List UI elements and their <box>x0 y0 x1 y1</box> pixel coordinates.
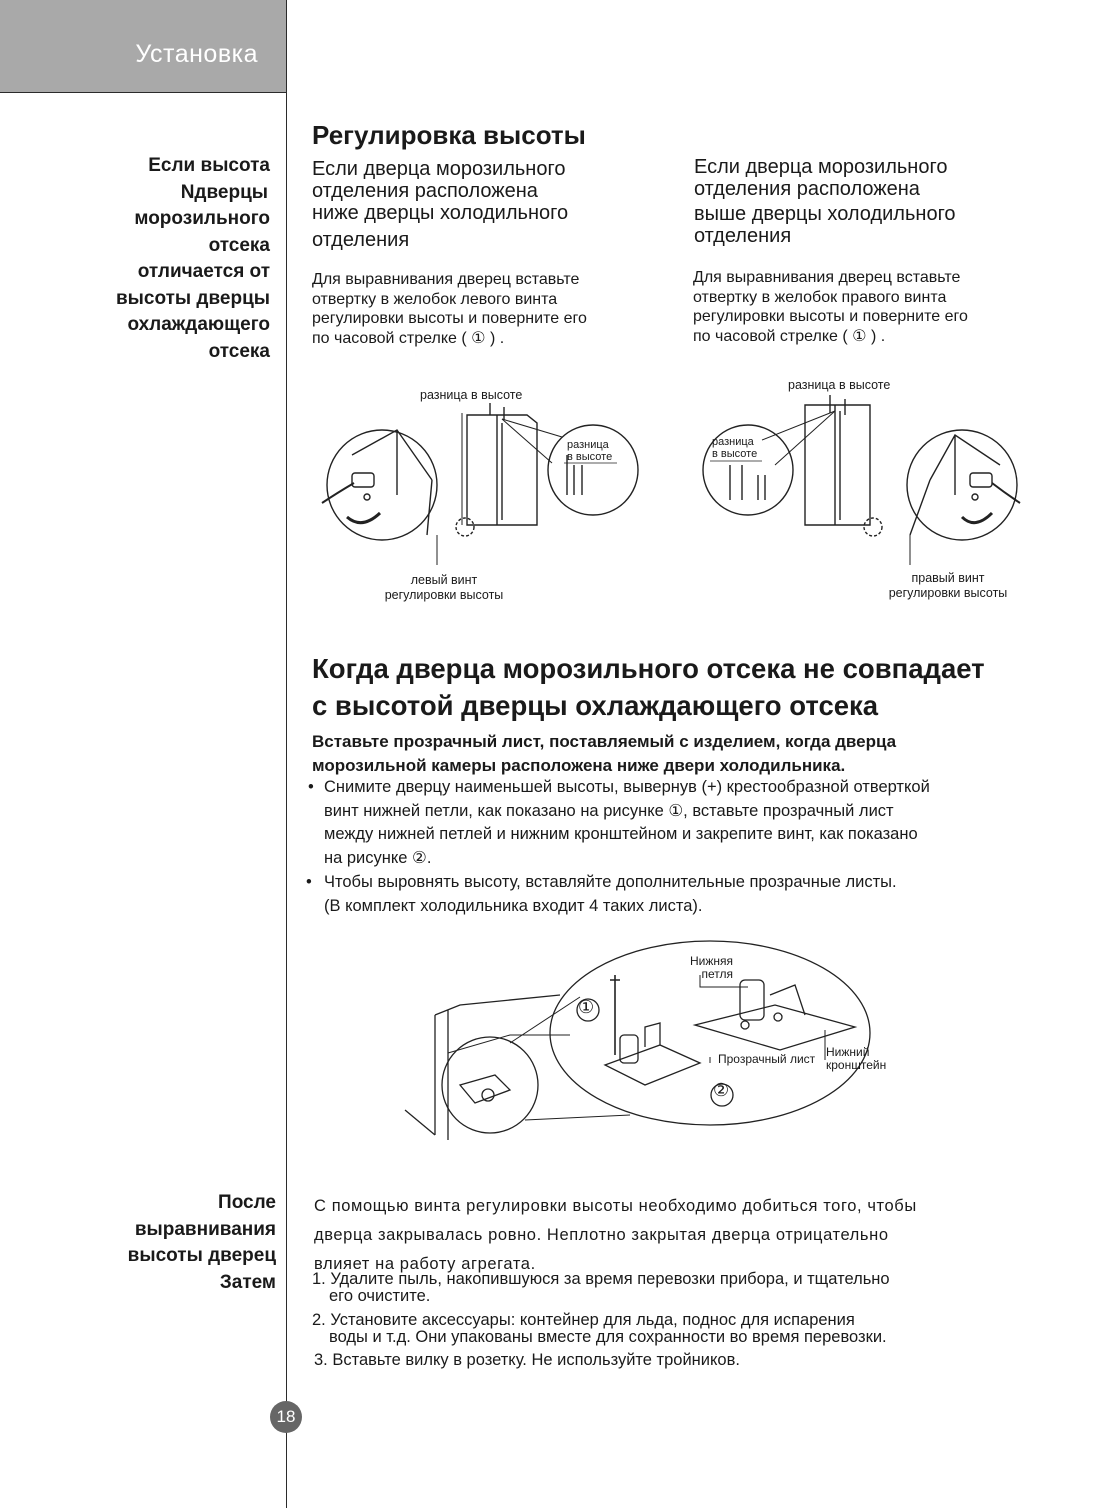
bullet-line: между нижней петлей и нижним кронштейном и закрепите винт, как показано <box>324 825 918 843</box>
caption-line: левый винт <box>410 573 478 587</box>
label-line: петля <box>701 967 733 981</box>
after-item-2 <box>312 1312 1032 1346</box>
left-fig-top-label: разница в высоте <box>420 388 523 402</box>
bullet-dot: • <box>308 778 314 796</box>
sidebar-heading-after <box>0 1190 276 1296</box>
page-number: 18 <box>270 1401 302 1433</box>
bullet-dot: • <box>306 873 312 891</box>
label-line: Нижний <box>826 1045 870 1059</box>
subtitle-line: отделения расположена <box>694 178 920 200</box>
section-title: Установка <box>135 40 258 68</box>
label-line: кронштейн <box>826 1058 887 1072</box>
left-subtitle <box>312 158 652 251</box>
mismatch-intro <box>312 730 1072 778</box>
item-line: 2. Установите аксессуары: контейнер для льда, поднос для испарения <box>312 1311 855 1329</box>
caption-line: правый винт <box>911 571 985 585</box>
item-line: его очистите. <box>329 1287 431 1305</box>
text-line: регулировки высоты и поверните его <box>312 310 587 327</box>
lower-hinge-label <box>683 955 733 981</box>
left-fig-bubble-label <box>567 439 612 463</box>
bullet-line: (В комплект холодильника входит 4 таких листа). <box>324 896 703 915</box>
sidebar-line: охлаждающего <box>127 314 270 335</box>
hinge-step-2: ② <box>713 1080 730 1100</box>
sidebar-line: отсека <box>208 234 270 256</box>
mismatch-title <box>312 650 1102 724</box>
sidebar-heading-height <box>0 153 270 365</box>
sidebar-line: Если высота <box>148 155 270 176</box>
bubble-line: разница <box>712 436 754 448</box>
item-line: 1. Удалите пыль, накопившуюся за время перевозки прибора, и тщательно <box>312 1270 890 1288</box>
bullet-line: на рисунке ②. <box>324 848 432 867</box>
subtitle-line: Если дверца морозильного <box>312 158 566 180</box>
text-line: отвертку в желобок левого винта <box>312 290 558 308</box>
text-line: регулировки высоты и поверните его <box>693 308 968 325</box>
right-fig-top-label: разница в высоте <box>788 378 891 392</box>
text-line: по часовой стрелке ( ① ) . <box>312 329 505 347</box>
sidebar-line: высоты дверцы <box>116 287 270 309</box>
vertical-divider <box>286 0 287 1508</box>
subtitle-line: Если дверца морозильного <box>694 156 948 178</box>
sidebar-line: Nдверцы <box>180 181 268 203</box>
sidebar-line: отсека <box>208 340 270 362</box>
intro-line: Вставьте прозрачный лист, поставляемый с изделием, когда дверца <box>312 732 897 751</box>
subtitle-line: отделения расположена <box>312 180 538 202</box>
bubble-line: в высоте <box>712 448 758 460</box>
sidebar-line: После <box>218 1192 276 1213</box>
subtitle-line: отделения <box>312 229 410 251</box>
text-line: Для выравнивания дверец вставьте <box>312 271 580 288</box>
sidebar-line: морозильного <box>134 208 270 229</box>
title-line: с высотой дверцы охлаждающего отсека <box>312 690 879 721</box>
right-instructions <box>693 268 1053 346</box>
after-item-3: 3. Вставьте вилку в розетку. Не используйте тройников. <box>314 1351 740 1369</box>
hinge-figure <box>400 935 910 1140</box>
bullet-line: Чтобы выровнять высоту, вставляйте дополнительные прозрачные листы. <box>324 873 897 891</box>
subtitle-line: ниже дверцы холодильного <box>312 202 569 224</box>
subtitle-line: отделения <box>694 225 792 247</box>
intro-line: С помощью винта регулировки высоты необходимо добиться того, чтобы <box>314 1197 917 1215</box>
transparent-sheet-label: Прозрачный лист <box>718 1052 816 1066</box>
left-instructions <box>312 270 672 348</box>
mismatch-bullet-1 <box>308 776 1068 870</box>
right-fig-bottom-label <box>858 571 1038 601</box>
after-intro <box>314 1192 1014 1279</box>
hinge-step-1: ① <box>578 997 595 1017</box>
bubble-line: в высоте <box>567 451 613 463</box>
caption-line: регулировки высоты <box>384 588 504 602</box>
text-line: Для выравнивания дверец вставьте <box>693 269 961 286</box>
header-divider <box>0 92 286 93</box>
left-fig-bottom-label <box>354 573 534 603</box>
intro-line: влияет на работу агрегата. <box>314 1255 536 1273</box>
intro-line: дверца закрывалась ровно. Неплотно закрытая дверца отрицательно <box>314 1226 889 1244</box>
right-fig-bubble-label <box>712 436 757 460</box>
bullet-line: винт нижней петли, как показано на рисунке ①, вставьте прозрачный лист <box>324 801 894 820</box>
caption-line: регулировки высоты <box>888 586 1008 600</box>
after-item-1 <box>312 1271 1032 1305</box>
sidebar-line: выравнивания <box>134 1218 276 1240</box>
bullet-line: Снимите дверцу наименьшей высоты, вывернув (+) крестообразной отверткой <box>324 778 930 796</box>
item-line: воды и т.д. Они упакованы вместе для сохранности во время перевозки. <box>329 1328 887 1346</box>
sidebar-line: высоты дверец <box>127 1245 276 1266</box>
subtitle-line: выше дверцы холодильного <box>694 203 956 225</box>
intro-line: морозильной камеры расположена ниже двери холодильника. <box>312 756 846 775</box>
sidebar-line: отличается от <box>137 261 270 282</box>
height-adjust-title: Регулировка высоты <box>312 120 586 150</box>
right-subtitle <box>694 156 1034 247</box>
text-line: по часовой стрелке ( ① ) . <box>693 327 886 345</box>
mismatch-bullet-2 <box>306 871 1066 918</box>
title-line: Когда дверца морозильного отсека не совпадает <box>312 653 985 684</box>
text-line: отвертку в желобок правого винта <box>693 288 947 306</box>
lower-bracket-label <box>826 1046 886 1072</box>
label-line: Нижняя <box>689 954 733 968</box>
sidebar-line: Затем <box>219 1271 276 1293</box>
bubble-line: разница <box>567 439 609 451</box>
